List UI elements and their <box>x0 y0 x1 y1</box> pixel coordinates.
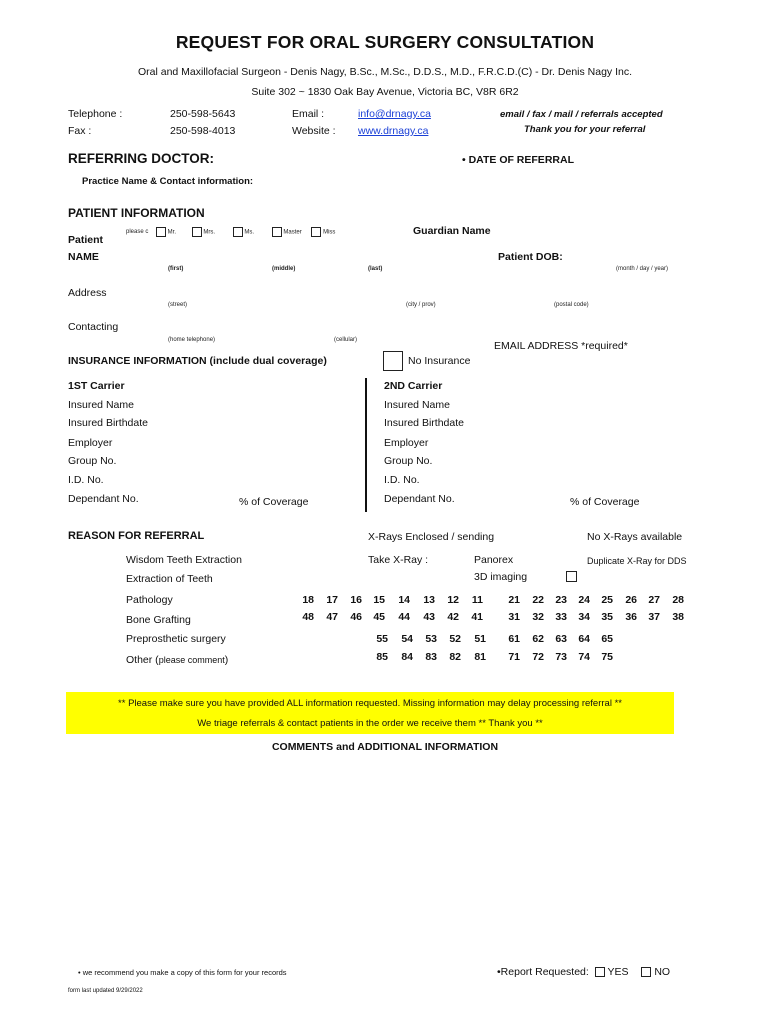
telephone-label: Telephone : <box>68 108 123 120</box>
c2-employer: Employer <box>384 437 429 449</box>
reason-heading: REASON FOR REFERRAL <box>68 530 205 542</box>
fax-value: 250-598-4013 <box>170 125 236 137</box>
dob-format-hint: (month / day / year) <box>616 266 669 272</box>
patient-info-heading: PATIENT INFORMATION <box>68 206 205 220</box>
tooth[interactable]: 34 <box>578 611 590 623</box>
tooth[interactable]: 45 <box>373 611 385 623</box>
c1-coverage: % of Coverage <box>239 496 309 508</box>
title-mr-checkbox[interactable] <box>156 227 166 237</box>
form-updated-date: form last updated 9/29/2022 <box>68 988 143 994</box>
title-miss-label: Miss <box>323 229 336 236</box>
tooth[interactable]: 83 <box>425 651 437 663</box>
insurance-heading: INSURANCE INFORMATION (include dual coverage) <box>68 355 327 367</box>
teeth-upper-left <box>496 594 684 606</box>
tooth[interactable]: 16 <box>350 594 362 606</box>
last-name-hint: (last) <box>368 266 383 272</box>
teeth-primary-upper-right <box>363 633 486 645</box>
notice-line-2: We triage referrals & contact patients in the order we receive them ** Thank you ** <box>197 718 543 729</box>
c2-dependant-no: Dependant No. <box>384 493 455 505</box>
tooth[interactable]: 81 <box>474 651 486 663</box>
tooth[interactable]: 31 <box>508 611 520 623</box>
please-check-text: please c <box>126 229 149 235</box>
reason-wisdom-teeth: Wisdom Teeth Extraction <box>126 554 242 566</box>
form-title: REQUEST FOR ORAL SURGERY CONSULTATION <box>175 32 595 52</box>
middle-name-hint: (middle) <box>272 266 296 272</box>
report-requested-label: •Report Requested: <box>497 966 589 978</box>
title-miss-checkbox[interactable] <box>311 227 321 237</box>
3d-imaging-checkbox[interactable] <box>566 571 577 582</box>
c2-insured-name: Insured Name <box>384 399 450 411</box>
tooth[interactable]: 33 <box>555 611 567 623</box>
tooth[interactable]: 23 <box>555 594 567 606</box>
tooth[interactable]: 65 <box>601 633 613 645</box>
tooth[interactable]: 85 <box>376 651 388 663</box>
title-mrs-label: Mrs. <box>203 229 216 236</box>
tooth[interactable]: 52 <box>449 633 461 645</box>
c2-group-no: Group No. <box>384 455 433 467</box>
email-link[interactable]: info@drnagy.ca <box>358 108 431 120</box>
email-address-label: EMAIL ADDRESS *required* <box>494 340 628 352</box>
accepted-note: email / fax / mail / referrals accepted <box>500 109 663 120</box>
title-ms-checkbox[interactable] <box>233 227 243 237</box>
3d-imaging-label: 3D imaging <box>474 571 528 583</box>
street-hint: (street) <box>168 302 188 308</box>
tooth[interactable]: 64 <box>578 633 590 645</box>
title-master-checkbox[interactable] <box>272 227 282 237</box>
carrier-divider <box>365 378 367 512</box>
second-carrier-heading: 2ND Carrier <box>384 380 443 392</box>
tooth[interactable]: 26 <box>625 594 637 606</box>
patient-dob-label: Patient DOB: <box>498 251 563 263</box>
referring-doctor-heading: REFERRING DOCTOR: <box>68 151 215 166</box>
teeth-primary-lower-left <box>496 651 613 663</box>
tooth[interactable]: 12 <box>447 594 459 606</box>
c1-group-no: Group No. <box>68 455 117 467</box>
tooth[interactable]: 37 <box>648 611 660 623</box>
c1-insured-name: Insured Name <box>68 399 134 411</box>
teeth-primary-upper-left <box>496 633 613 645</box>
other-close: ) <box>224 654 229 666</box>
tooth[interactable]: 25 <box>601 594 613 606</box>
teeth-lower-left <box>496 611 684 623</box>
tooth[interactable]: 74 <box>578 651 590 663</box>
report-no-label: NO <box>654 966 671 978</box>
tooth[interactable]: 41 <box>471 611 483 623</box>
name-label: NAME <box>68 251 99 263</box>
tooth[interactable]: 38 <box>672 611 684 623</box>
website-label: Website : <box>292 125 336 137</box>
teeth-upper-right <box>296 594 483 606</box>
tooth[interactable]: 54 <box>401 633 413 645</box>
contacting-label: Contacting <box>68 321 119 333</box>
no-insurance-checkbox[interactable] <box>383 351 403 371</box>
tooth[interactable]: 35 <box>601 611 613 623</box>
copy-note: • we recommend you make a copy of this form for your records <box>78 968 287 977</box>
postal-hint: (postal code) <box>554 302 589 308</box>
tooth[interactable]: 32 <box>532 611 544 623</box>
tooth[interactable]: 51 <box>474 633 486 645</box>
report-requested <box>497 966 670 978</box>
reason-preprosthetic: Preprosthetic surgery <box>126 633 226 645</box>
teeth-primary-lower-right <box>363 651 486 663</box>
no-xrays-label: No X-Rays available <box>587 531 683 543</box>
c2-insured-birthdate: Insured Birthdate <box>384 417 464 429</box>
home-telephone-hint: (home telephone) <box>168 337 216 343</box>
report-yes-label: YES <box>607 966 629 978</box>
teeth-lower-right <box>296 611 483 623</box>
reason-other <box>126 654 228 666</box>
tooth[interactable]: 61 <box>508 633 520 645</box>
reason-bone-grafting: Bone Grafting <box>126 614 191 626</box>
c1-employer: Employer <box>68 437 113 449</box>
first-carrier-heading: 1ST Carrier <box>68 380 125 392</box>
surgeon-subtitle: Oral and Maxillofacial Surgeon - Denis Nagy, B.Sc., M.Sc., D.D.S., M.D., F.R.C.D.(C) - Dr. Denis Nagy Inc. <box>137 66 633 78</box>
website-link[interactable]: www.drnagy.ca <box>358 125 429 137</box>
report-yes-checkbox[interactable] <box>595 967 605 977</box>
practice-contact-label: Practice Name & Contact information: <box>82 176 254 187</box>
tooth[interactable]: 43 <box>423 611 435 623</box>
address-label: Address <box>68 287 107 299</box>
take-xray-label: Take X-Ray : <box>368 554 429 566</box>
tooth[interactable]: 28 <box>672 594 684 606</box>
tooth[interactable]: 24 <box>578 594 590 606</box>
title-options <box>156 227 335 237</box>
tooth[interactable]: 75 <box>601 651 613 663</box>
tooth[interactable]: 63 <box>555 633 567 645</box>
c1-insured-birthdate: Insured Birthdate <box>68 417 148 429</box>
tooth[interactable]: 13 <box>423 594 435 606</box>
patient-label: Patient <box>68 234 104 246</box>
email-label: Email : <box>292 108 325 120</box>
report-no-checkbox[interactable] <box>641 967 651 977</box>
tooth[interactable]: 21 <box>508 594 520 606</box>
tooth[interactable]: 22 <box>532 594 544 606</box>
c1-id-no: I.D. No. <box>68 474 104 486</box>
first-name-hint: (first) <box>168 266 184 272</box>
tooth[interactable]: 36 <box>625 611 637 623</box>
duplicate-xray-label: Duplicate X-Ray for DDS <box>587 556 687 566</box>
tooth[interactable]: 46 <box>350 611 362 623</box>
tooth[interactable]: 48 <box>302 611 314 623</box>
tooth[interactable]: 18 <box>302 594 314 606</box>
title-mr-label: Mr. <box>167 229 177 236</box>
tooth[interactable]: 72 <box>532 651 544 663</box>
telephone-value: 250-598-5643 <box>170 108 236 120</box>
reason-pathology: Pathology <box>126 594 173 606</box>
clinic-address: Suite 302 ~ 1830 Oak Bay Avenue, Victoria BC, V8R 6R2 <box>251 86 519 98</box>
title-ms-label: Ms. <box>244 229 255 236</box>
tooth[interactable]: 15 <box>373 594 385 606</box>
date-of-referral-label: • DATE OF REFERRAL <box>462 154 574 166</box>
c2-coverage: % of Coverage <box>570 496 640 508</box>
tooth[interactable]: 11 <box>471 594 483 606</box>
c2-id-no: I.D. No. <box>384 474 420 486</box>
tooth[interactable]: 62 <box>532 633 544 645</box>
fax-label: Fax : <box>68 125 92 137</box>
other-hint: please comment <box>158 655 225 665</box>
guardian-name-label: Guardian Name <box>413 225 491 237</box>
tooth[interactable]: 71 <box>508 651 520 663</box>
tooth[interactable]: 82 <box>449 651 461 663</box>
notice-line-1: ** Please make sure you have provided ALL information requested. Missing information may delay processing referral ** <box>118 698 622 709</box>
reason-extraction: Extraction of Teeth <box>126 573 213 585</box>
other-label: Other ( <box>126 654 159 666</box>
tooth[interactable]: 44 <box>398 611 410 623</box>
tooth[interactable]: 53 <box>425 633 437 645</box>
title-mrs-checkbox[interactable] <box>192 227 202 237</box>
tooth[interactable]: 73 <box>555 651 567 663</box>
city-hint: (city / prov) <box>406 302 436 308</box>
tooth[interactable]: 42 <box>447 611 459 623</box>
tooth[interactable]: 47 <box>326 611 338 623</box>
cellular-hint: (cellular) <box>334 337 358 343</box>
tooth[interactable]: 17 <box>326 594 338 606</box>
c1-dependant-no: Dependant No. <box>68 493 139 505</box>
tooth[interactable]: 14 <box>398 594 410 606</box>
thanks-note: Thank you for your referral <box>524 124 646 135</box>
xrays-enclosed-label: X-Rays Enclosed / sending <box>368 531 495 543</box>
no-insurance-label: No Insurance <box>408 355 471 367</box>
tooth[interactable]: 84 <box>401 651 413 663</box>
panorex-label: Panorex <box>474 554 514 566</box>
title-master-label: Master <box>283 229 302 236</box>
tooth[interactable]: 55 <box>376 633 388 645</box>
tooth[interactable]: 27 <box>648 594 660 606</box>
comments-heading: COMMENTS and ADDITIONAL INFORMATION <box>271 741 499 753</box>
